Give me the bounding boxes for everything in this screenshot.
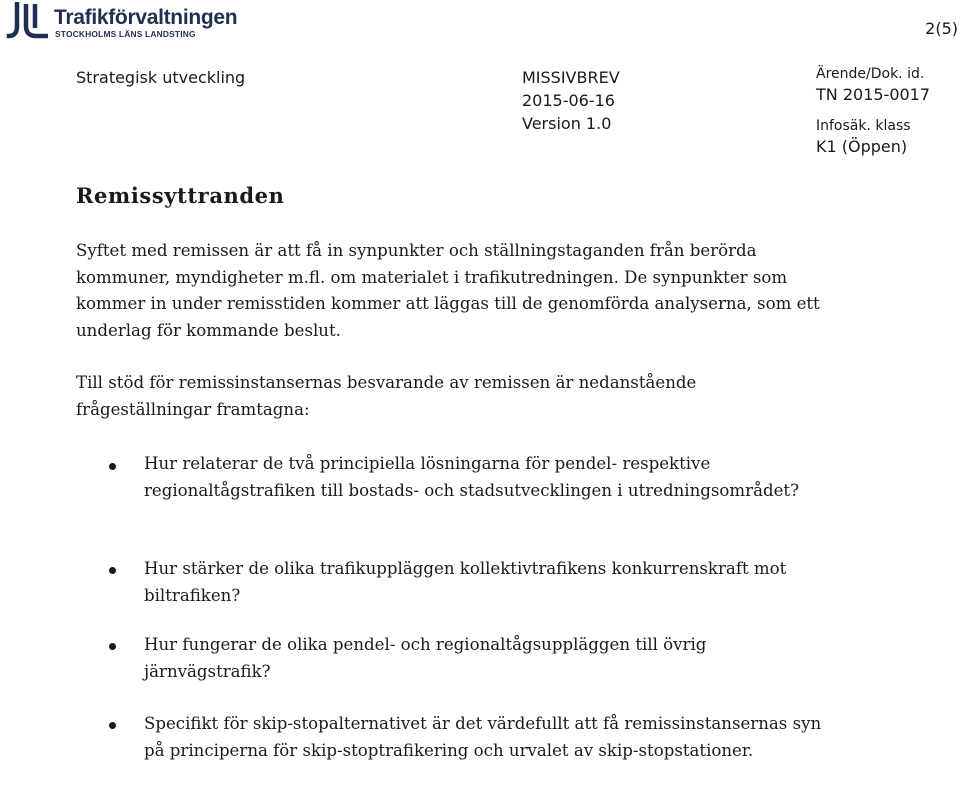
organization-logo [6,2,246,42]
page-number: 2(5) [925,19,958,38]
bullet-icon [109,463,116,470]
document-type: MISSIVBREV [522,68,620,87]
intro-paragraph: Syftet med remissen är att få in synpunkter och ställningstaganden från berörda kommuner, myndigheter m.fl. om materialet i trafikutredningen. De synpunkter som kommer in under remisstiden kommer att läggas till de genomförda analyserna, som ett underlag för kommande beslut. [76,241,820,340]
list-item: Hur fungerar de olika pendel- och regionaltågsuppläggen till övrig järnvägstrafik? [144,635,707,681]
classification-label: Infosäk. klass [816,118,911,134]
case-label: Ärende/Dok. id. [816,66,925,82]
case-info-block [816,64,930,158]
list-item: Hur stärker de olika trafikuppläggen kollektivtrafikens konkurrenskraft mot biltrafiken? [144,559,787,605]
department: Strategisk utveckling [76,68,246,87]
logo-name: Trafikförvaltningen [54,6,238,29]
list-item: Hur relaterar de två principiella lösningarna för pendel- respektive regionaltågstrafiken till bostads- och stadsutvecklingen i utredningsområdet? [144,454,799,500]
classification-value: K1 (Öppen) [816,137,908,156]
case-id: TN 2015-0017 [816,85,931,104]
section-title: Remissyttranden [76,183,285,208]
bullet-icon [109,722,116,729]
logo-subtitle: STOCKHOLMS LÄNS LANDSTING [55,29,196,39]
questions-intro-paragraph: Till stöd för remissinstansernas besvarande av remissen är nedanstående frågeställningar framtagna: [76,373,697,419]
document-info-block [522,66,620,135]
document-date: 2015-06-16 [522,91,615,110]
bullet-icon [109,567,116,574]
document-version: Version 1.0 [522,114,612,133]
list-item: Specifikt för skip-stopalternativet är det värdefullt att få remissinstansernas syn på principerna för skip-stoptrafikering och urvalet av skip-stopstationer. [144,714,822,760]
department-block [76,66,245,89]
logo-mark-icon [6,2,50,42]
bullet-icon [109,643,116,650]
